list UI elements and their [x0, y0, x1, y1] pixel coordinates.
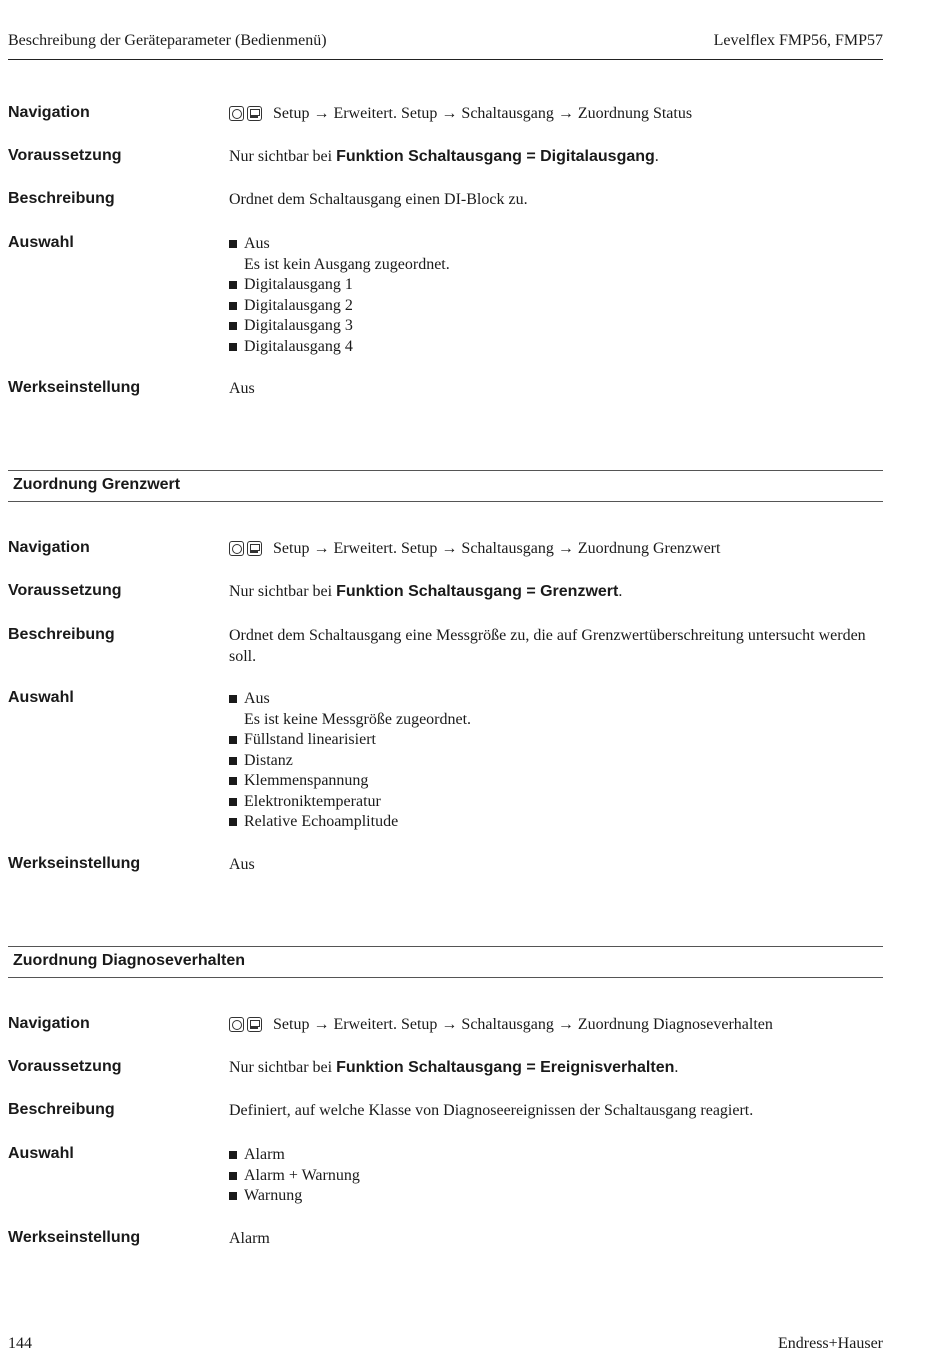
bullet-icon: [229, 736, 237, 744]
bullet-icon: [229, 1172, 237, 1180]
expert-icon: [247, 1017, 262, 1032]
requirement-text: [229, 582, 883, 603]
selection-label: Auswahl: [8, 234, 74, 251]
bullet-icon: [229, 818, 237, 826]
requirement-prefix: Nur sichtbar bei: [229, 583, 337, 600]
list-item: Aus Es ist kein Ausgang zugeordnet.: [229, 234, 883, 275]
bullet-icon: [229, 1192, 237, 1200]
default-value: Alarm: [229, 1230, 270, 1247]
description-label: Beschreibung: [8, 626, 115, 643]
requirement-label: Voraussetzung: [8, 147, 122, 164]
footer-brand: Endress+Hauser: [778, 1335, 883, 1352]
operation-icon: [229, 106, 244, 121]
list-item: Digitalausgang 2: [229, 296, 883, 317]
bullet-icon: [229, 777, 237, 785]
option-note: Es ist kein Ausgang zugeordnet.: [244, 255, 450, 273]
list-item: Alarm + Warnung: [229, 1166, 883, 1187]
section-title: Zuordnung Grenzwert: [13, 476, 181, 493]
requirement-prefix: Nur sichtbar bei: [229, 148, 337, 165]
description-text: Ordnet dem Schaltausgang eine Messgröße zu, die auf Grenzwertüberschreitung untersucht werden soll.: [229, 627, 866, 665]
requirement-condition: Funktion Schaltausgang = Digitalausgang: [336, 148, 655, 165]
list-item: Alarm: [229, 1145, 883, 1166]
requirement-text: [229, 1058, 883, 1079]
bullet-icon: [229, 695, 237, 703]
default-label: Werkseinstellung: [8, 1229, 141, 1246]
requirement-text: [229, 147, 883, 168]
list-item: Klemmenspannung: [229, 771, 883, 792]
description-text: Definiert, auf welche Klasse von Diagnoseereignissen der Schaltausgang reagiert.: [229, 1102, 754, 1119]
list-item: Digitalausgang 1: [229, 275, 883, 296]
bullet-icon: [229, 302, 237, 310]
list-item: Aus Es ist keine Messgröße zugeordnet.: [229, 689, 883, 730]
header-product: Levelflex FMP56, FMP57: [713, 32, 883, 49]
menu-icons: [229, 1017, 265, 1039]
navigation-path: [229, 104, 883, 128]
selection-label: Auswahl: [8, 689, 74, 706]
requirement-suffix: .: [618, 583, 623, 600]
operation-icon: [229, 541, 244, 556]
navigation-path-text: Setup → Erweitert. Setup → Schaltausgang → Zuordnung Status: [273, 105, 693, 122]
page-number: 144: [8, 1335, 32, 1352]
expert-icon: [247, 106, 262, 121]
navigation-label: Navigation: [8, 104, 90, 121]
selection-list: [229, 1145, 883, 1207]
default-label: Werkseinstellung: [8, 379, 141, 396]
bullet-icon: [229, 757, 237, 765]
operation-icon: [229, 1017, 244, 1032]
list-item: Füllstand linearisiert: [229, 730, 883, 751]
bullet-icon: [229, 1151, 237, 1159]
navigation-label: Navigation: [8, 539, 90, 556]
default-value: Aus: [229, 856, 255, 873]
section-title-bar: [8, 470, 883, 502]
list-item: Relative Echoamplitude: [229, 812, 883, 833]
page-header: [8, 32, 883, 60]
menu-icons: [229, 106, 265, 128]
selection-label: Auswahl: [8, 1145, 74, 1162]
section-title-bar: [8, 946, 883, 978]
navigation-path: [229, 539, 883, 563]
navigation-label: Navigation: [8, 1015, 90, 1032]
list-item: Digitalausgang 4: [229, 337, 883, 358]
expert-icon: [247, 541, 262, 556]
requirement-label: Voraussetzung: [8, 582, 122, 599]
bullet-icon: [229, 240, 237, 248]
bullet-icon: [229, 798, 237, 806]
navigation-path-text: Setup → Erweitert. Setup → Schaltausgang → Zuordnung Diagnoseverhalten: [273, 1016, 773, 1033]
list-item: Distanz: [229, 751, 883, 772]
default-value: Aus: [229, 380, 255, 397]
navigation-path-text: Setup → Erweitert. Setup → Schaltausgang → Zuordnung Grenzwert: [273, 540, 721, 557]
bullet-icon: [229, 322, 237, 330]
description-label: Beschreibung: [8, 1101, 115, 1118]
requirement-suffix: .: [674, 1059, 679, 1076]
requirement-prefix: Nur sichtbar bei: [229, 1059, 337, 1076]
list-item: Digitalausgang 3: [229, 316, 883, 337]
list-item: Warnung: [229, 1186, 883, 1207]
description-label: Beschreibung: [8, 190, 115, 207]
list-item: Elektroniktemperatur: [229, 792, 883, 813]
section-title: Zuordnung Diagnoseverhalten: [13, 952, 246, 969]
navigation-path: [229, 1015, 883, 1039]
selection-list: [229, 689, 883, 833]
option-note: Es ist keine Messgröße zugeordnet.: [244, 710, 472, 728]
requirement-suffix: .: [654, 148, 659, 165]
requirement-condition: Funktion Schaltausgang = Ereignisverhalten: [336, 1059, 675, 1076]
requirement-condition: Funktion Schaltausgang = Grenzwert: [336, 583, 619, 600]
header-title: Beschreibung der Geräteparameter (Bedienmenü): [8, 32, 327, 49]
menu-icons: [229, 541, 265, 563]
description-text: Ordnet dem Schaltausgang einen DI-Block zu.: [229, 191, 528, 208]
default-label: Werkseinstellung: [8, 855, 141, 872]
bullet-icon: [229, 343, 237, 351]
selection-list: [229, 234, 883, 357]
requirement-label: Voraussetzung: [8, 1058, 122, 1075]
bullet-icon: [229, 281, 237, 289]
